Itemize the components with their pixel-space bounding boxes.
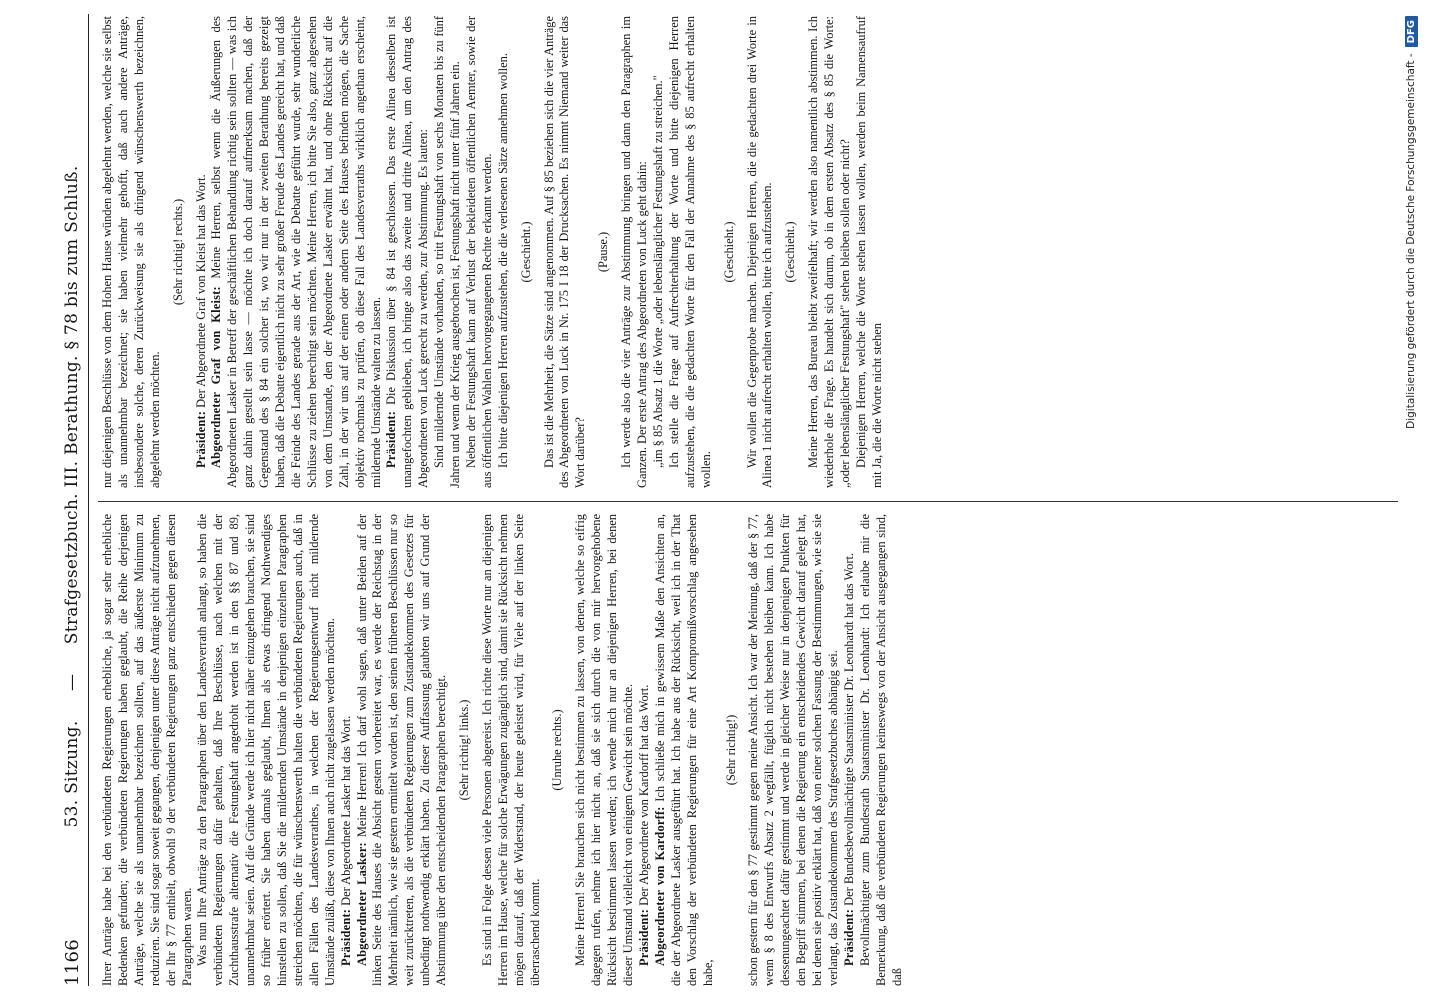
paragraph: Was nun Ihre Anträge zu den Paragraphen über den Landesverrath anlangt, so haben die verbündeten Regierungen dafür gehalten, daß Ihre Beschlüsse, nach welchen mit der Zuchthausstrafe alternativ die Festungshaft angedroht werden ist in den §§ 87 und 89, unannehmbar seien. Auf die Gründe werde ich hier nicht näher einzugehen brauchen, sie sind so früher erörtert. Sie haben damals geglaubt, Ihnen als etwas dringend Nothwendiges hinstellen zu sollen, daß Sie die mildernden Umstände in denjenigen einzelnen Paragraphen streichen möchten, die für wünschenswerth halten die verbündeten Regierungen auch, daß in allen Fällen des Landesverrathes, in welchen der Regierungsentwurf nicht mildernde Umstände zuläßt, diese von Ihnen auch nicht zugelassen werden möchten. <box>195 514 337 986</box>
speech-text: Meine Herren, selbst wenn die Äußerungen des Abgeordneten Lasker in Betreff der geschäftlichen Behandlung richtig sein sollten — was ich ganz dahin gestellt sein lasse — möchte ich doch darauf aufmerksam machen, daß der Gegenstand des § 84 ein solcher ist, wo wir nur in der zweiten Berathung bereits gezeigt haben, daß die Debatte eigentlich nicht zu sehr großer Freude des Landes gereicht hat, und daß die Feinde des Landes gerade aus der Art, wie die Debatte geführt wurde, sehr wunderliche Schlüsse zu ziehen berechtigt sein möchten. Meine Herren, ich bitte Sie also, ganz abgesehen von dem Umstande, den der Abgeordnete Lasker erwähnt hat, und ohne Rücksicht auf die Zahl, in der wir uns auf der einen oder andern Seite des Hauses befinden mögen, die Sache objektiv nochmals zu prüfen, ob diese Fall des Landesverraths wirklich angethan erscheint, mildernde Umstände walten zu lassen. <box>209 15 383 488</box>
speaker: Präsident: <box>384 410 399 468</box>
left-column <box>100 514 906 986</box>
speech-text: Ich schließe mich in gewissem Maße den Ansichten an, die der Abgeordnete Lasker ausgeführt hat. Ich habe aus der Rücksicht, weil ich in der That den Vorschlag der verbündeten Regierungen für eine Art Kompromißvorschlag angesehen habe, <box>652 513 715 986</box>
interjection: (Sehr richtig!) <box>723 714 738 786</box>
paragraph: Bevollmächtigter zum Bundesrath Staatsminister Dr. Leonhardt: Ich erlaube mir die Bemerkung, daß die verbündeten Regierungen keineswegs von der Ansicht ausgegangen sind, daß <box>857 514 904 986</box>
speech-text: Die Diskussion über § 84 ist geschlossen. Das erste Alinea desselben ist unangefochten geblieben, ich bringe also das zweite und dritte Alinea, um den Antrag des Abgeordneten von Luck gerecht zu werden, zur Abstimmung. Es lauten: <box>384 16 431 488</box>
interjection: (Sehr richtig! rechts.) <box>170 198 185 306</box>
paragraph: „im § 85 Absatz 1 die Worte „oder lebenslänglicher Festungshaft zu streichen." <box>651 75 665 468</box>
column-divider <box>98 501 1398 502</box>
header-dash: — <box>62 673 82 691</box>
speaker: Abgeordneter Lasker: <box>354 842 369 966</box>
paragraph: Ihrer Anträge habe bei den verbündeten Regierungen erhebliche, ja sogar sehr erhebliche Bedenken gefunden; die verbündeten Regierungen haben geglaubt, die Reihe derjenigen Anträge, welche sie als unannehmbar bezeichnen sollten, auf das äußerste Minimum zu reduziren. Sie sind sogar soweit gegangen, denjenigen unter diese Anträge nicht aufzunehmen, der Ihr § 77 enthielt, obwohl 9 der verbündeten Regierungen ganz entschieden gegen diesen Paragraphen waren. <box>100 514 194 986</box>
paragraph: Ich stelle die Frage auf Aufrechterhaltung der Worte und bitte diejenigen Herren aufzustehen, die die gedachten Worte für den Fall der Annahme des § 85 aufrecht erhalten wollen. <box>666 16 713 488</box>
subject-label: Strafgesetzbuch. III. Berathung. § 78 bis zum Schluß. <box>62 165 82 645</box>
paragraph <box>209 16 384 488</box>
digitization-notice <box>1402 16 1420 984</box>
paragraph <box>339 514 355 986</box>
paragraph: Meine Herren! Sie brauchen sich nicht bestimmen zu lassen, von denen, welche so eifrig dagegen rufen, nehme ich hier nicht an, daß sie sich durch die von mir hervorgehobene Rücksicht bestimmen lassen werden; ich wende mich nur an diejenigen Herren, bei denen dieser Umstand vielleicht von einigem Gewicht sein möchte. <box>573 514 636 986</box>
paragraph <box>637 514 653 986</box>
speaker: Präsident: <box>338 908 353 966</box>
speech-text: Der Abgeordnete Graf von Kleist hat das Wort. <box>193 174 208 411</box>
paragraph: Ich werde also die vier Anträge zur Abstimmung bringen und dann den Paragraphen im Ganzen. Der erste Antrag des Abgeordneten von Luck geht dahin: <box>619 16 650 488</box>
paragraph <box>194 16 210 488</box>
paragraph: Meine Herren, das Bureau bleibt zweifelhaft; wir werden also namentlich abstimmen. Ich wiederhole die Frage. Es handelt sich darum, ob in dem ersten Absatz des § 85 die Worte: „oder lebenslänglicher Festungshaft" stehen bleiben sollen oder nicht? <box>806 16 853 488</box>
speaker: Präsident: <box>841 908 856 966</box>
paragraph: Sind mildernde Umstände vorhanden, so tritt Festungshaft von sechs Monaten bis zu fünf Jahren und wenn der Krieg ausgebrochen ist, Festungshaft nicht unter fünf Jahren ein. <box>432 16 463 488</box>
speech-text: Meine Herren! Ich darf wohl sagen, daß unter Beiden auf der linken Seite des Hauses die Absicht gestern vorbereitet war, es werde der Reichstag in der Mehrheit nämlich, wie sie gestern ermittelt worden ist, den seinen früheren Beschlüssen nur so weit zurücktreten, als die verbündeten Regierungen zum Zustandekommen des Gesetzes für unbedingt nothwendig erklärt haben. Zu dieser Auffassung glaubten wir uns auf Grund der Abstimmung über den entscheidenden Paragraphen berechtigt. <box>354 514 449 986</box>
speaker: Abgeordneter von Kardorff: <box>652 806 667 966</box>
paragraph: Das ist die Mehrheit, die Sätze sind angenommen. Auf § 85 beziehen sich die vier Anträge des Abgeordneten von Luck in Nr. 175 I 18 der Drucksachen. Es nimmt Niemand weiter das Wort darüber? <box>541 16 588 488</box>
interjection: (Geschieht.) <box>721 221 736 283</box>
speaker: Abgeordneter Graf von Kleist: <box>209 286 224 468</box>
paragraph <box>842 514 858 986</box>
page-number: 1166 <box>61 938 83 986</box>
speech-text: Der Abgeordnete von Kardorff hat das Wort. <box>637 684 651 909</box>
paragraph: schon gestern für den § 77 gestimmt gegen meine Ansicht. Ich war der Meinung, daß der § 77, wenn § 8 des Entwurfs Absatz 2 wegfällt, füglich nicht bestehen bleiben kann. Ich habe dessenungeachtet dafür gestimmt und werde in gleicher Weise nur in denjenigen Punkten für den Begriff stimmen, bei denen die Regierung ein entscheidendes Gewicht darauf gelegt hat, bei denen sie positiv erklärt hat, daß von einer solchen Fassung der Bestimmungen, wie sie sie verlangt, das Zustandekommen des Strafgesetzbuches abhängig sei. <box>746 514 840 986</box>
speaker: Präsident: <box>637 908 651 966</box>
interjection: (Sehr richtig! links.) <box>456 699 471 801</box>
paragraph: Ich bitte diejenigen Herren aufzustehen, die die verlesenen Sätze annehmen wollen. <box>495 53 510 468</box>
paragraph: Es sind in Folge dessen viele Personen abgereist. Ich richte diese Worte nur an diejenigen Herren im Hause, welche für solche Erwägungen zugänglich sind, damit sie Rücksicht nehmen mögen darauf, daß der Widerstand, der heute geleistet wird, für Viele auf der linken Seite überraschend kommt. <box>479 514 542 986</box>
paragraph <box>384 16 432 488</box>
paragraph: nur diejenigen Beschlüsse von dem Hohen Hause wünden abgelehnt werden, welche sie selbst als unannehmbar bezeichnet; sie haben vielmehr gehofft, daß auch andere Anträge, insbesondere solche, deren Zurückweisung sie als dringend wünschenswerth bezeichnen, abgelehnt werden möchten. <box>100 16 162 488</box>
page-title <box>62 54 82 939</box>
interjection: (Geschieht.) <box>518 221 533 283</box>
dfg-logo: DFG <box>1405 16 1418 47</box>
speech-text: Der Abgeordnete Lasker hat das Wort. <box>338 715 353 909</box>
paragraph: Diejenigen Herren, welche die Worte stehen lassen wollen, werden beim Namensaufruf mit Ja, die die Worte nicht stehen <box>853 16 884 488</box>
funding-note: Digitalisierung gefördert durch die Deutsche Forschungsgemeinschaft - <box>1405 53 1417 429</box>
interjection: (Pause.) <box>596 231 611 273</box>
paragraph: Neben der Festungshaft kann auf Verlust der bekleideten öffentlichen Aemter, sowie der aus öffentlichen Wahlen hervorgegangenen Rechte erkannt werden. <box>463 16 494 488</box>
interjection: (Unruhe rechts.) <box>550 709 565 791</box>
paragraph <box>653 514 717 986</box>
session-label: 53. Sitzung. <box>62 720 82 828</box>
speaker: Präsident: <box>193 410 208 468</box>
speech-text: Der Bundesbevollmächtigte Staatsminister Dr. Leonhardt hat das Wort. <box>841 552 856 909</box>
paragraph: Wir wollen die Gegenprobe machen. Diejenigen Herren, die die gedachten drei Worte in Alinea 1 nicht aufrecht erhalten wollen, bitte ich aufzustehen. <box>744 16 775 488</box>
page-header <box>56 14 89 986</box>
interjection: (Geschieht.) <box>783 221 798 283</box>
paragraph <box>355 514 450 986</box>
right-column <box>100 16 886 488</box>
